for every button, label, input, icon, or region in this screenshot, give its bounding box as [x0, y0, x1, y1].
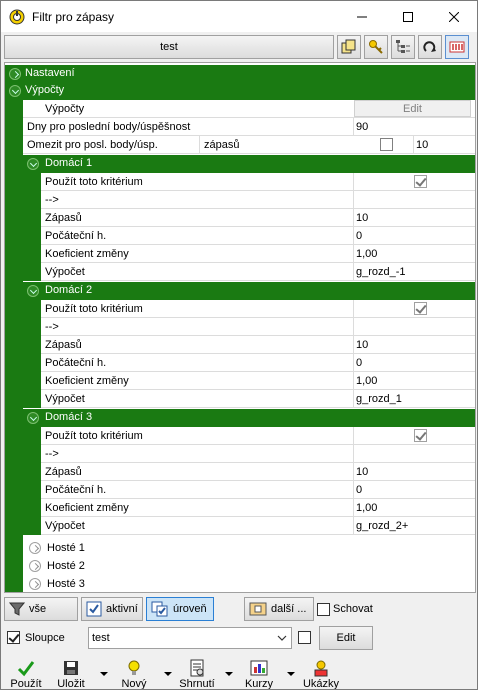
group-2-row-1 [41, 318, 475, 336]
examples-icon [312, 659, 330, 677]
close-icon [449, 12, 459, 22]
checkbox-icon [86, 601, 102, 617]
group-indent-bar [23, 173, 41, 281]
prop-name: Zápasů [45, 212, 82, 224]
group-3-row-4 [41, 499, 475, 517]
prop-value[interactable]: 10 [353, 209, 471, 226]
group-3-row-5 [41, 517, 475, 535]
group-domaci-3[interactable] [23, 409, 475, 427]
expand-icon [29, 560, 41, 572]
prop-value[interactable] [353, 191, 471, 208]
new-dropdown-icon[interactable] [164, 672, 172, 676]
level-button[interactable]: úroveň [146, 597, 214, 621]
use-criterion-checkbox[interactable] [414, 175, 427, 188]
maximize-button[interactable] [385, 1, 431, 32]
group-1-row-5 [41, 263, 475, 281]
value-cell [353, 300, 471, 317]
columns-edit-checkbox[interactable] [298, 631, 311, 644]
group-3-row-1 [41, 445, 475, 463]
use-criterion-checkbox[interactable] [414, 302, 427, 315]
key-icon [368, 39, 384, 55]
dny-value[interactable]: 90 [353, 118, 471, 135]
refresh-arrow-icon [422, 39, 438, 55]
group-2-row-3 [41, 354, 475, 372]
floppy-disk-icon [62, 659, 80, 677]
prop-row-dny: Dny pro poslední body/úspěšnost 90 [23, 118, 475, 136]
collapse-icon [27, 285, 39, 297]
apply-button[interactable]: Použít [1, 656, 51, 690]
prop-value[interactable]: g_rozd_2+ [353, 517, 471, 534]
prop-name: --> [45, 321, 59, 333]
prop-value[interactable] [353, 445, 471, 462]
prop-name: Počáteční h. [45, 230, 107, 242]
vypocty-edit-button[interactable]: Edit [354, 100, 471, 117]
hide-checkbox[interactable] [317, 603, 330, 616]
group-title: Domácí 2 [45, 284, 93, 296]
prop-name: Koeficient změny [45, 502, 129, 514]
prop-value[interactable]: 0 [353, 227, 471, 244]
prop-value[interactable]: 10 [353, 463, 471, 480]
group-1-row-1 [41, 191, 475, 209]
minimize-button[interactable] [339, 1, 385, 32]
group-1-row-4 [41, 245, 475, 263]
active-button[interactable]: aktivní [81, 597, 143, 621]
copy-button[interactable] [337, 35, 361, 59]
prop-name: --> [45, 194, 59, 206]
more-button[interactable]: další ... [244, 597, 314, 621]
columns-combo[interactable]: test [88, 627, 292, 649]
group-2-row-4 [41, 372, 475, 390]
property-tree [4, 62, 476, 593]
prop-name: Použít toto kritérium [45, 303, 143, 315]
window-title: Filtr pro zápasy [32, 9, 115, 24]
prop-value[interactable]: 10 [353, 336, 471, 353]
columns-view-button[interactable] [445, 35, 469, 59]
columns-checkbox[interactable] [7, 631, 20, 644]
filter-bar [4, 597, 476, 621]
filter-funnel-icon [9, 601, 25, 617]
key-button[interactable] [364, 35, 388, 59]
group-nastaveni[interactable] [5, 65, 475, 83]
group-2-row-5 [41, 390, 475, 408]
group-indent-bar [23, 427, 41, 535]
copy-icon [341, 39, 357, 55]
prop-value[interactable]: 1,00 [353, 499, 471, 516]
collapse-icon [9, 85, 21, 97]
group-1-row-0 [41, 173, 475, 191]
group-3-row-0 [41, 427, 475, 445]
columns-row [4, 626, 476, 650]
omezit-value[interactable]: 10 [413, 136, 471, 153]
group-vypocty[interactable] [5, 82, 475, 100]
prop-name: Koeficient změny [45, 248, 129, 260]
maximize-icon [403, 12, 413, 22]
value-cell [353, 173, 471, 190]
tree-view-button[interactable] [391, 35, 415, 59]
columns-edit-button[interactable]: Edit [319, 626, 373, 650]
prop-row-omezit: Omezit pro posl. body/úsp. zápasů 10 [23, 136, 475, 154]
collapse-icon [27, 412, 39, 424]
prop-value[interactable]: g_rozd_-1 [353, 263, 471, 280]
use-criterion-checkbox[interactable] [414, 429, 427, 442]
odds-dropdown-icon[interactable] [287, 672, 295, 676]
prop-row-vypocty: Výpočty Edit [23, 100, 475, 118]
lightbulb-icon [125, 659, 143, 677]
group-1-row-2 [41, 209, 475, 227]
group-title: Domácí 1 [45, 157, 93, 169]
prop-name: Počáteční h. [45, 357, 107, 369]
level-checklist-icon [151, 601, 169, 617]
odds-button[interactable]: Kurzy [234, 656, 284, 690]
group-1-row-3 [41, 227, 475, 245]
group-3-row-2 [41, 463, 475, 481]
prop-value[interactable] [353, 318, 471, 335]
expand-icon [29, 578, 41, 590]
prop-value[interactable]: 0 [353, 354, 471, 371]
group-title: Nastavení [25, 67, 75, 79]
prop-name: Výpočet [45, 266, 85, 278]
prop-name: Výpočet [45, 393, 85, 405]
group-3-row-3 [41, 481, 475, 499]
test-button[interactable]: test [4, 35, 334, 59]
prop-name: Výpočet [45, 520, 85, 532]
group-hoste-1[interactable]: Hosté 1 [25, 539, 475, 557]
columns-label: Sloupce [25, 632, 65, 644]
hide-label: Schovat [333, 603, 373, 615]
prop-value[interactable]: 1,00 [353, 245, 471, 262]
chevron-down-icon [277, 631, 287, 645]
action-bar [1, 656, 478, 690]
refresh-button[interactable] [418, 35, 442, 59]
minimize-icon [357, 12, 367, 22]
save-button[interactable]: Uložit [46, 656, 96, 690]
odds-chart-icon [250, 659, 268, 677]
save-dropdown-icon[interactable] [100, 672, 108, 676]
expand-icon [29, 542, 41, 554]
tree-icon [395, 39, 411, 55]
group-domaci-2[interactable] [23, 282, 475, 300]
prop-value[interactable]: 1,00 [353, 372, 471, 389]
group-domaci-1[interactable] [23, 155, 475, 173]
top-toolbar [4, 34, 474, 60]
value-cell [353, 427, 471, 444]
group-title: Výpočty [25, 84, 65, 96]
checkmark-icon [17, 659, 35, 677]
expand-icon [9, 68, 21, 80]
group-indent-bar [23, 300, 41, 408]
collapse-icon [27, 158, 39, 170]
title-bar [1, 1, 477, 32]
app-icon [9, 9, 25, 25]
group-hoste-3[interactable]: Hosté 3 [25, 575, 475, 593]
summary-button[interactable]: Shrnutí [172, 656, 222, 690]
summary-document-icon [188, 659, 206, 677]
group-2-row-2 [41, 336, 475, 354]
prop-name: Zápasů [45, 339, 82, 351]
film-strip-icon [249, 602, 267, 616]
group-indent-bar [5, 100, 23, 593]
prop-name: --> [45, 448, 59, 460]
summary-dropdown-icon[interactable] [225, 672, 233, 676]
prop-name: Koeficient změny [45, 375, 129, 387]
columns-icon [449, 39, 465, 55]
omezit-checkbox[interactable] [380, 138, 393, 151]
new-button[interactable]: Nový [109, 656, 159, 690]
close-button[interactable] [431, 1, 477, 32]
all-button[interactable]: vše [4, 597, 78, 621]
examples-button[interactable]: Ukázky [296, 656, 346, 690]
prop-name: Použít toto kritérium [45, 430, 143, 442]
prop-value[interactable]: 0 [353, 481, 471, 498]
group-title: Domácí 3 [45, 411, 93, 423]
group-2-row-0 [41, 300, 475, 318]
prop-name: Zápasů [45, 466, 82, 478]
prop-name: Použít toto kritérium [45, 176, 143, 188]
prop-name: Počáteční h. [45, 484, 107, 496]
prop-value[interactable]: g_rozd_1 [353, 390, 471, 407]
group-hoste-2[interactable]: Hosté 2 [25, 557, 475, 575]
